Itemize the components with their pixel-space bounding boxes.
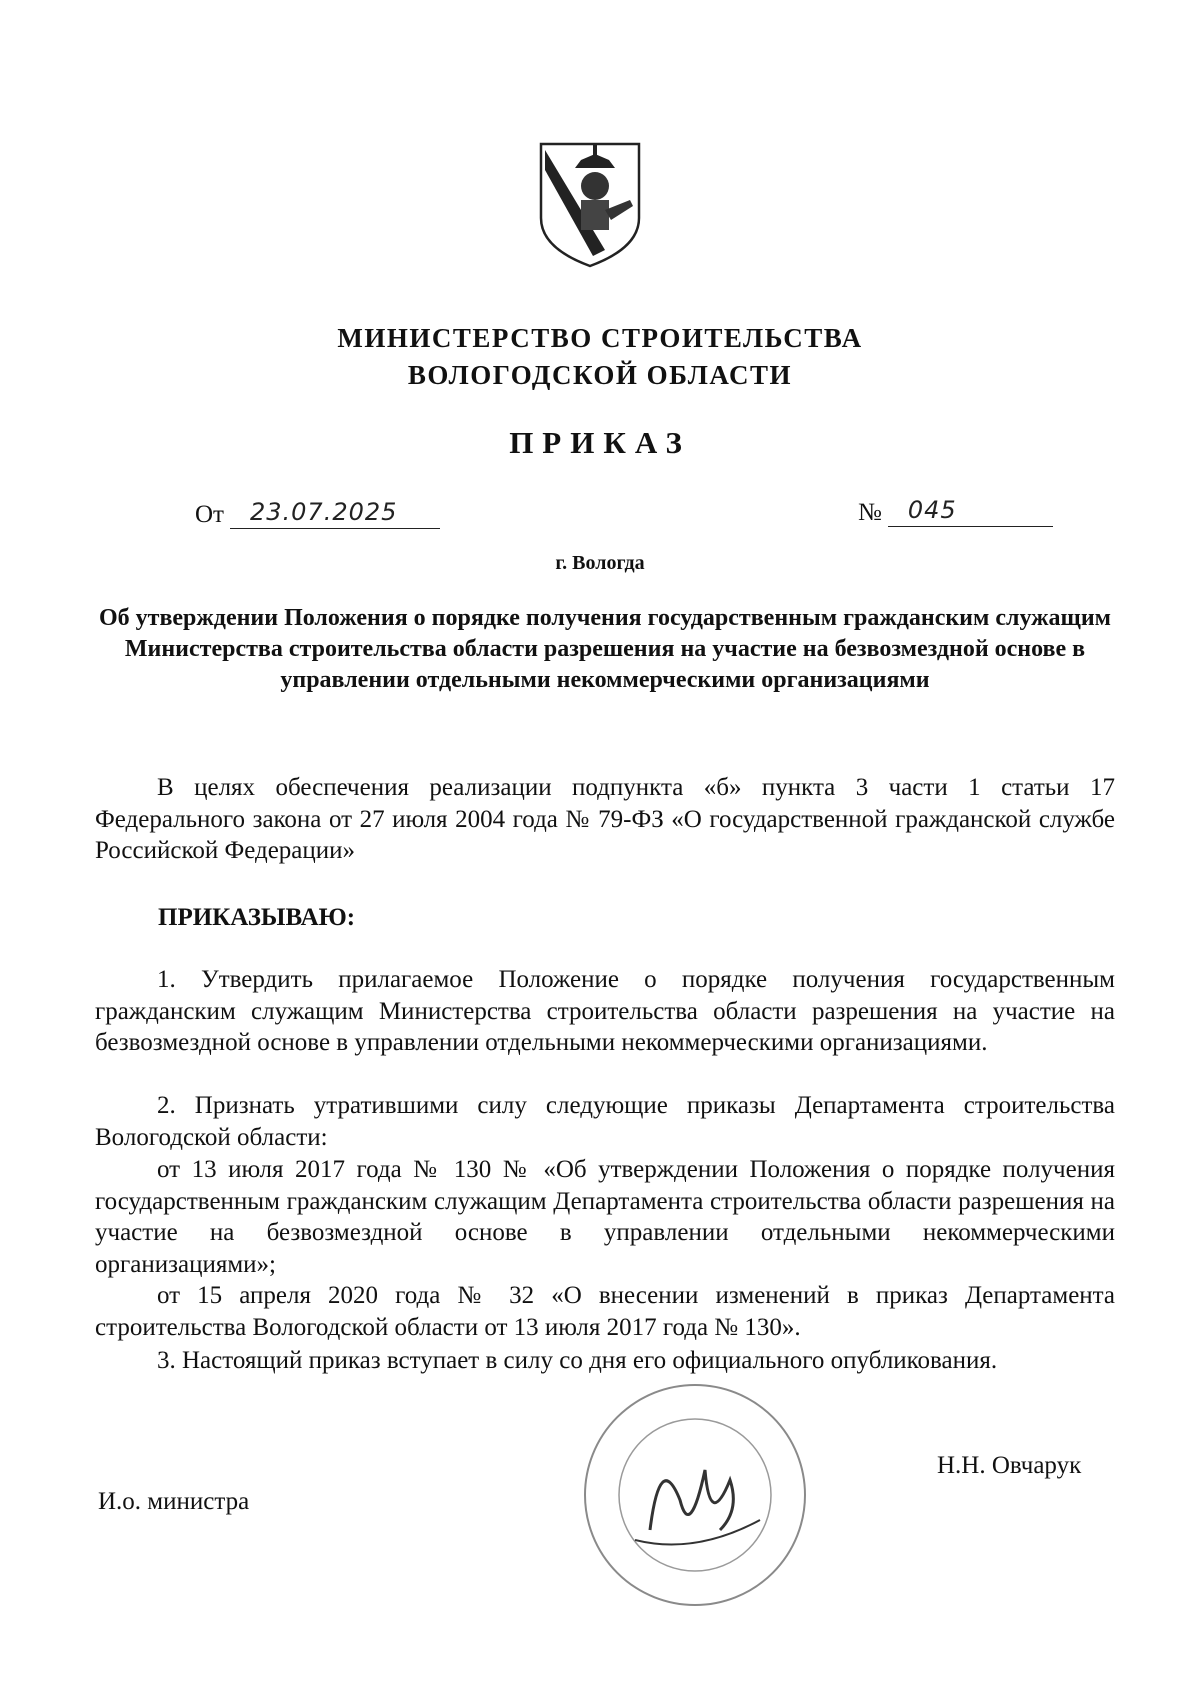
city: г. Вологда — [555, 552, 645, 574]
date-underline — [230, 498, 440, 529]
date-label: От — [195, 501, 224, 528]
item-1: 1. Утвердить прилагаемое Положение о порядке получения государственным гражданским служащим Министерства строительства области разрешения на участие на безвозмездной основе в управлении отдельными некоммерческими организациями. — [95, 966, 1115, 1056]
signatory-name: Н.Н. Овчарук — [937, 1452, 1082, 1479]
ministry-name-line2: ВОЛОГОДСКОЙ ОБЛАСТИ — [407, 360, 793, 390]
number-label: № — [858, 499, 882, 526]
item-3: 3. Настоящий приказ вступает в силу со дня его официального опубликования. — [157, 1347, 998, 1374]
official-stamp — [580, 1380, 810, 1610]
item-2a: от 13 июля 2017 года № 130 № «Об утверждении Положения о порядке получения государственным гражданским служащим Департамента строительства области разрешения на участие на безвозмездной основе в управлении отдельными некоммерческими организациями»; — [95, 1156, 1115, 1278]
item-2: 2. Признать утратившими силу следующие приказы Департамента строительства Вологодской области: — [95, 1092, 1115, 1151]
ministry-name-line1: МИНИСТЕРСТВО СТРОИТЕЛЬСТВА — [337, 323, 863, 353]
signatory-position: И.о. министра — [98, 1488, 250, 1515]
document-type: ПРИКАЗ — [509, 425, 691, 460]
item-2b: от 15 апреля 2020 года № 32 «О внесении изменений в приказ Департамента строительства Вологодской области от 13 июля 2017 года № 130». — [95, 1282, 1115, 1341]
preamble: В целях обеспечения реализации подпункта «б» пункта 3 части 1 статьи 17 Федерального закона от 27 июля 2004 года № 79-ФЗ «О государственной гражданской службе Российской Федерации» — [95, 774, 1115, 864]
date-field — [195, 498, 440, 529]
order-word: ПРИКАЗЫВАЮ: — [158, 904, 356, 931]
date-value: 23.07.2025 — [249, 498, 398, 526]
number-field — [858, 496, 1053, 527]
number-underline — [888, 496, 1053, 527]
document-title: Об утверждении Положения о порядке получения государственным гражданским служащим Министерства строительства области разрешения на участие на безвозмездной основе в управлении отдельными некоммерческими организациями — [98, 605, 1111, 693]
number-value: 045 — [907, 496, 957, 524]
vologda-coat-of-arms-icon — [535, 140, 645, 270]
